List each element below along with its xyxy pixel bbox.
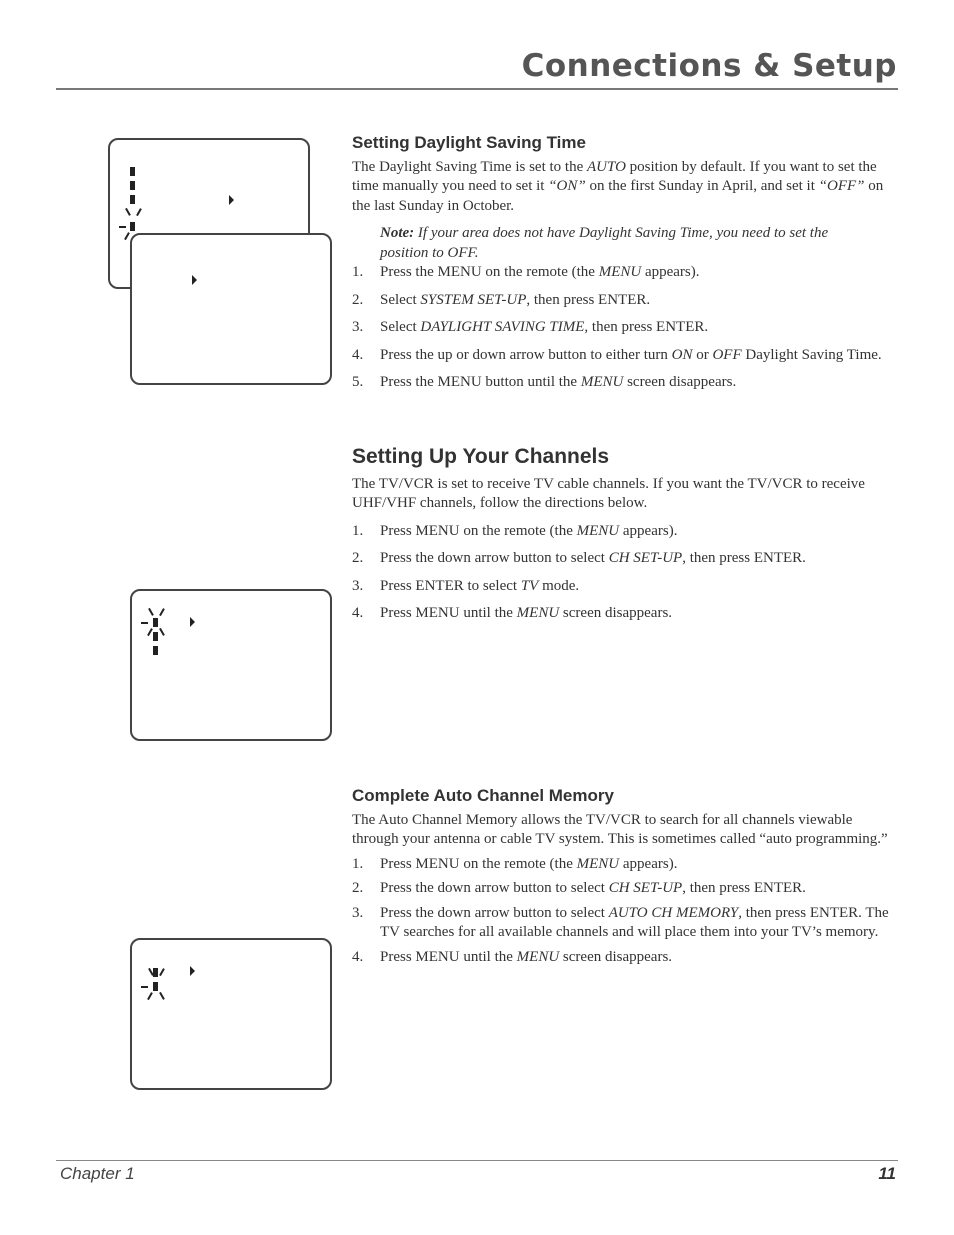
list-item: 1. Press MENU on the remote (the MENU appears). — [352, 522, 678, 539]
list-item: 3. Press ENTER to select TV mode. — [352, 577, 580, 594]
list-item: 2. Select SYSTEM SET-UP, then press ENTER. — [352, 291, 651, 308]
flash-dash — [141, 622, 148, 624]
flash-ray — [159, 628, 164, 636]
daylight-intro: The Daylight Saving Time is set to the AUTO position by default. If you want to set the time manually you need to set it “ON” on the first Sunday in April, and set it “OFF” on the last Sunday in October. — [352, 158, 884, 214]
channels-heading: Setting Up Your Channels — [352, 445, 610, 468]
list-item: 2. Press the down arrow button to select CH SET-UP, then press ENTER. — [352, 880, 806, 896]
menu-arrow-icon — [190, 966, 195, 976]
flash-ray — [148, 608, 153, 616]
channels-section — [352, 447, 892, 624]
list-item: 4. Press MENU until the MENU screen disappears. — [352, 948, 673, 965]
menu-arrow-icon — [190, 617, 195, 627]
menu-cursor-bar — [130, 195, 135, 204]
list-item: 4. Press the up or down arrow button to either turn ON or OFF Daylight Saving Time. — [352, 346, 882, 363]
flash-dash — [141, 986, 148, 988]
page-header-title: Connections & Setup — [521, 48, 897, 84]
footer-rule — [56, 1160, 898, 1161]
flash-ray — [159, 608, 164, 616]
auto-memory-screen-illustration — [130, 938, 332, 1090]
flashing-cursor-icon — [153, 982, 158, 991]
auto-memory-section — [352, 786, 892, 967]
menu-arrow-icon — [192, 275, 197, 285]
flash-ray — [147, 992, 152, 1000]
list-item: 5. Press the MENU button until the MENU screen disappears. — [352, 374, 737, 390]
auto-memory-heading: Complete Auto Channel Memory — [352, 786, 614, 805]
list-item: 4. Press MENU until the MENU screen disappears. — [352, 605, 673, 621]
flash-ray — [136, 208, 141, 216]
menu-cursor-bar — [153, 632, 158, 641]
channels-intro: The TV/VCR is set to receive TV cable channels. If you want the TV/VCR to receive UHF/VHF channels, follow the directions below. — [352, 475, 865, 511]
list-item: 2. Press the down arrow button to select CH SET-UP, then press ENTER. — [352, 550, 806, 566]
auto-memory-steps — [352, 855, 892, 968]
menu-cursor-bar — [153, 646, 158, 655]
daylight-heading: Setting Daylight Saving Time — [352, 133, 586, 152]
menu-screen-illustration-front — [130, 233, 332, 385]
header-rule — [56, 88, 898, 90]
flashing-cursor-icon — [153, 618, 158, 627]
flash-ray — [125, 208, 130, 216]
flash-ray — [147, 628, 152, 636]
daylight-note: Note: If your area does not have Daylight Saving Time, you need to set the position to OFF. — [380, 225, 829, 261]
menu-arrow-icon — [229, 195, 234, 205]
menu-cursor-bar — [130, 167, 135, 176]
flash-ray — [159, 992, 164, 1000]
page-number: 11 — [878, 1164, 896, 1183]
flash-ray — [159, 968, 164, 976]
channels-steps — [352, 522, 892, 624]
menu-cursor-bar — [153, 968, 158, 977]
auto-memory-intro: The Auto Channel Memory allows the TV/VCR to search for all channels viewable through your antenna or cable TV system. This is sometimes called “auto programming.” — [352, 811, 888, 847]
list-item: 3. Select DAYLIGHT SAVING TIME, then press ENTER. — [352, 319, 709, 335]
flashing-cursor-icon — [130, 222, 135, 231]
daylight-section — [352, 133, 892, 393]
list-item: 1. Press MENU on the remote (the MENU appears). — [352, 855, 678, 872]
daylight-steps — [352, 263, 892, 393]
menu-cursor-bar — [130, 181, 135, 190]
flash-dash — [119, 226, 126, 228]
ch-setup-screen-illustration — [130, 589, 332, 741]
list-item: 3. Press the down arrow button to select AUTO CH MEMORY, then press ENTER. The TV searches for all available channels and will place them into your TV’s memory. — [352, 904, 889, 940]
list-item: 1. Press the MENU on the remote (the MENU appears). — [352, 264, 700, 280]
flash-ray — [124, 232, 129, 240]
footer-chapter: Chapter 1 — [60, 1164, 135, 1183]
